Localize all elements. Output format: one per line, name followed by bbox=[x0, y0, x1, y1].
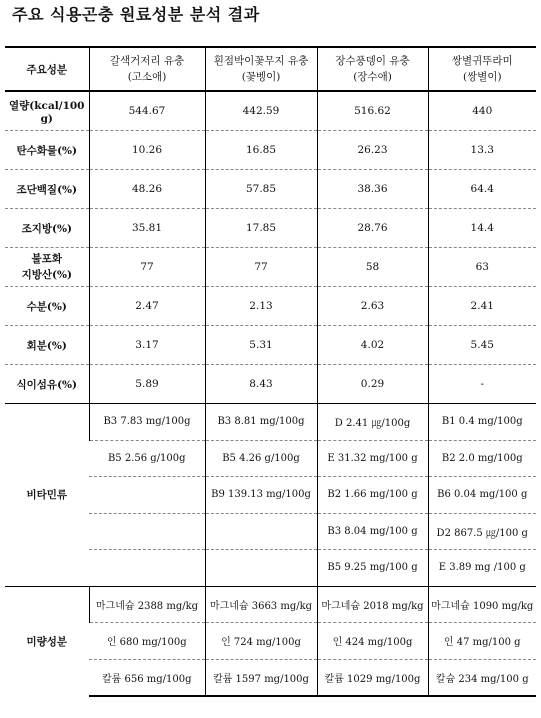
mineral-cell: 마그네슘 2388 mg/kg bbox=[89, 586, 205, 623]
mineral-cell: 칼륨 1029 mg/100g bbox=[317, 659, 428, 696]
vitamin-cell: B3 8.04 mg/100 g bbox=[317, 513, 428, 550]
table-row bbox=[5, 91, 536, 131]
header-line: 장수풍뎅이 유충 bbox=[335, 55, 410, 67]
row-label: 수분(%) bbox=[5, 287, 89, 326]
table-row bbox=[5, 326, 536, 365]
nutrient-table bbox=[5, 46, 536, 697]
table-cell: 4.02 bbox=[317, 326, 428, 365]
row-label: 회분(%) bbox=[5, 326, 89, 365]
vitamin-cell: B2 2.0 mg/100g bbox=[428, 440, 536, 477]
table-row bbox=[5, 131, 536, 170]
table-cell: 10.26 bbox=[89, 131, 205, 170]
row-label: 탄수화물(%) bbox=[5, 131, 89, 170]
table-cell: 77 bbox=[205, 248, 317, 287]
vitamin-cell bbox=[89, 477, 205, 514]
mineral-cell: 칼슘 234 mg/100 g bbox=[428, 659, 536, 696]
table-row bbox=[5, 170, 536, 209]
table-cell: 544.67 bbox=[89, 91, 205, 131]
table-cell: 5.45 bbox=[428, 326, 536, 365]
table-cell: 2.41 bbox=[428, 287, 536, 326]
vitamin-cell: D 2.41 ㎍/100g bbox=[317, 404, 428, 441]
table-cell: 2.63 bbox=[317, 287, 428, 326]
vitamin-cell: B5 4.26 g/100g bbox=[205, 440, 317, 477]
vitamin-cell bbox=[205, 513, 317, 550]
header-line: 갈색거저리 유충 bbox=[109, 55, 185, 67]
vitamin-cell: B5 9.25 mg/100 g bbox=[317, 550, 428, 587]
header-cell bbox=[205, 47, 317, 91]
vitamin-cell: E 3.89 mg /100 g bbox=[428, 550, 536, 587]
header-line: 쌍별귀뚜라미 bbox=[451, 55, 513, 67]
table-cell: 64.4 bbox=[428, 170, 536, 209]
table-row bbox=[5, 365, 536, 404]
mineral-cell: 칼륨 656 mg/100g bbox=[89, 659, 205, 696]
table-cell: 2.13 bbox=[205, 287, 317, 326]
table-cell: 3.17 bbox=[89, 326, 205, 365]
header-line: (꽃벵이) bbox=[241, 71, 281, 83]
table-cell: 16.85 bbox=[205, 131, 317, 170]
header-line: (장수애) bbox=[353, 71, 392, 83]
table-cell: 28.76 bbox=[317, 209, 428, 248]
table-row bbox=[5, 287, 536, 326]
row-label: 식이섬유(%) bbox=[5, 365, 89, 404]
row-label: 조지방(%) bbox=[5, 209, 89, 248]
table-cell: 35.81 bbox=[89, 209, 205, 248]
vitamin-cell: B5 2.56 g/100g bbox=[89, 440, 205, 477]
header-cell bbox=[317, 47, 428, 91]
table-cell: 63 bbox=[428, 248, 536, 287]
mineral-cell: 인 724 mg/100g bbox=[205, 623, 317, 660]
vitamin-cell bbox=[89, 550, 205, 587]
mineral-cell: 마그네슘 3663 mg/kg bbox=[205, 586, 317, 623]
mineral-cell: 인 47 mg/100 g bbox=[428, 623, 536, 660]
minerals-label: 미량성분 bbox=[5, 586, 89, 696]
mineral-cell: 칼륨 1597 mg/100g bbox=[205, 659, 317, 696]
mineral-cell: 인 424 mg/100g bbox=[317, 623, 428, 660]
row-label: 열량(kcal/100 g) bbox=[9, 99, 85, 125]
vitamin-cell: B6 0.04 mg/100 g bbox=[428, 477, 536, 514]
vitamins-label: 비타민류 bbox=[5, 404, 89, 587]
vitamin-cell bbox=[89, 513, 205, 550]
table-row bbox=[5, 209, 536, 248]
header-cell bbox=[89, 47, 205, 91]
vitamin-cell bbox=[205, 550, 317, 587]
vitamin-cell: B9 139.13 mg/100g bbox=[205, 477, 317, 514]
page-title: 주요 식용곤충 원료성분 분석 결과 bbox=[12, 5, 260, 24]
table-cell: 77 bbox=[89, 248, 205, 287]
vitamin-cell: E 31.32 mg/100 g bbox=[317, 440, 428, 477]
vitamin-cell: D2 867.5 ㎍/100 g bbox=[428, 513, 536, 550]
table-cell: 14.4 bbox=[428, 209, 536, 248]
mineral-row bbox=[5, 586, 536, 623]
row-label: 조단백질(%) bbox=[5, 170, 89, 209]
table-cell: 2.47 bbox=[89, 287, 205, 326]
table-cell: 0.29 bbox=[317, 365, 428, 404]
table-cell: 26.23 bbox=[317, 131, 428, 170]
table-cell: 48.26 bbox=[89, 170, 205, 209]
table-cell: 516.62 bbox=[317, 91, 428, 131]
row-label bbox=[5, 248, 89, 287]
vitamin-cell: B3 7.83 mg/100g bbox=[89, 404, 205, 441]
table-cell: - bbox=[428, 365, 536, 404]
table-cell: 38.36 bbox=[317, 170, 428, 209]
mineral-cell: 인 680 mg/100g bbox=[89, 623, 205, 660]
header-label: 주요성분 bbox=[5, 47, 89, 91]
row-label-line: 불포화 bbox=[31, 253, 62, 265]
table-cell: 13.3 bbox=[428, 131, 536, 170]
table-cell: 5.89 bbox=[89, 365, 205, 404]
vitamin-cell: B1 0.4 mg/100g bbox=[428, 404, 536, 441]
table-cell: 58 bbox=[317, 248, 428, 287]
table-cell: 442.59 bbox=[205, 91, 317, 131]
mineral-cell: 마그네슘 1090 mg/kg bbox=[428, 586, 536, 623]
vitamin-row bbox=[5, 404, 536, 441]
table-cell: 17.85 bbox=[205, 209, 317, 248]
table-cell: 57.85 bbox=[205, 170, 317, 209]
mineral-cell: 마그네슘 2018 mg/kg bbox=[317, 586, 428, 623]
header-line: (고소애) bbox=[127, 71, 167, 83]
header-line: 흰점박이꽃무지 유충 bbox=[213, 55, 309, 67]
table-row bbox=[5, 248, 536, 287]
table-cell: 8.43 bbox=[205, 365, 317, 404]
vitamin-cell: B2 1.66 mg/100 g bbox=[317, 477, 428, 514]
header-cell bbox=[428, 47, 536, 91]
table-cell: 5.31 bbox=[205, 326, 317, 365]
header-line: (쌍별이) bbox=[462, 71, 502, 83]
vitamin-cell: B3 8.81 mg/100g bbox=[205, 404, 317, 441]
row-label-line: 지방산(%) bbox=[21, 269, 72, 281]
table-cell: 440 bbox=[428, 91, 536, 131]
table-header-row bbox=[5, 47, 536, 91]
